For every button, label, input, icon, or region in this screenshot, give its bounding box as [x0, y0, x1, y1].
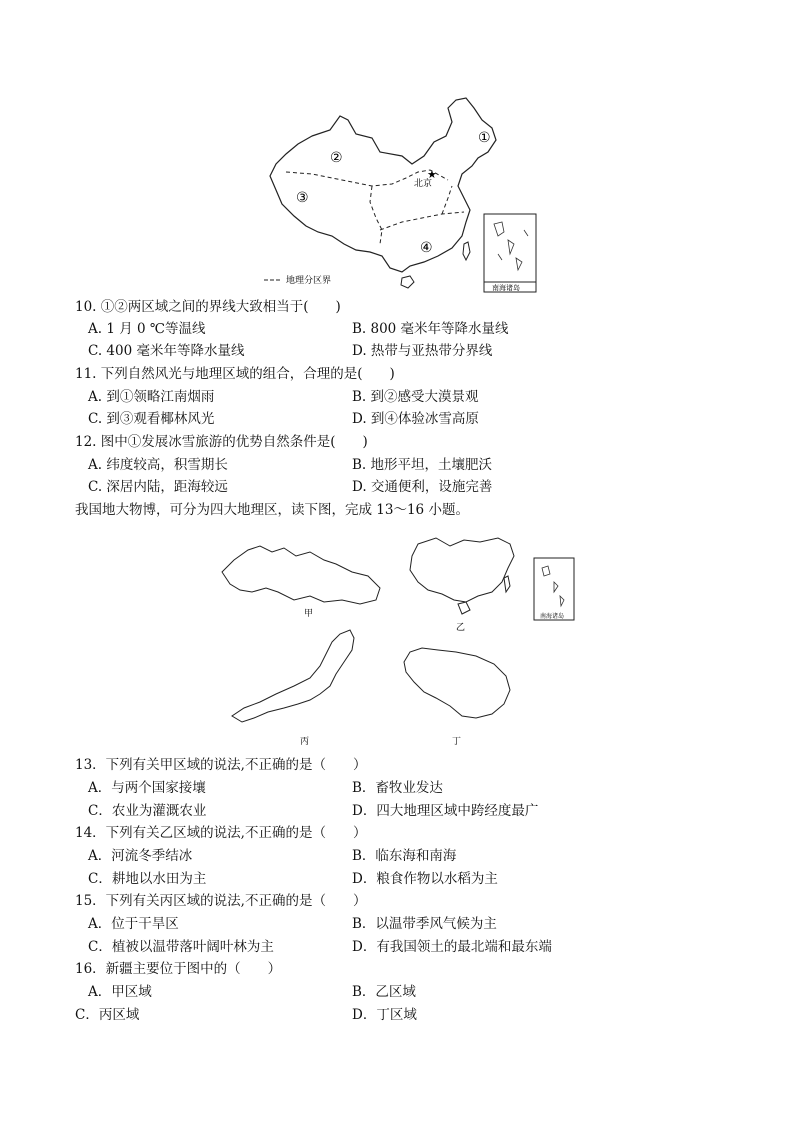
beijing-label: 北京 — [414, 179, 433, 189]
question-13-option-c: C．农业为灌溉农业 — [88, 803, 207, 819]
taiwan-island — [463, 242, 470, 260]
question-15-option-b: B．以温带季风气候为主 — [352, 916, 497, 932]
question-16-stem: 16．新疆主要位于图中的（ ） — [75, 961, 282, 977]
hainan-island — [458, 602, 470, 614]
question-15-option-c: C．植被以温带落叶阔叶林为主 — [88, 939, 274, 955]
inset-label: 南海诸岛 — [492, 284, 520, 292]
inset-islands — [494, 222, 528, 270]
question-12-stem: 12. 图中①发展冰雪旅游的优势自然条件是( ) — [75, 434, 368, 450]
question-15-option-a: A．位于干旱区 — [88, 916, 179, 932]
question-14-option-c: C．耕地以水田为主 — [88, 871, 207, 887]
question-10-stem: 10. ①②两区域之间的界线大致相当于( ) — [75, 299, 341, 315]
question-16-option-b: B．乙区域 — [352, 984, 416, 1000]
region-yi-outline — [410, 538, 514, 602]
question-16-option-d: D．丁区域 — [352, 1007, 417, 1023]
inset-label: 南海诸岛 — [540, 613, 565, 620]
label-jia: 甲 — [304, 609, 314, 619]
taiwan-island — [504, 576, 510, 592]
question-10-option-b: B. 800 毫米年等降水量线 — [352, 321, 509, 337]
question-10-option-d: D. 热带与亚热带分界线 — [352, 343, 493, 359]
label-bing: 丙 — [300, 737, 310, 747]
question-12-option-d: D. 交通便利，设施完善 — [352, 479, 493, 495]
region-label-3: ③ — [296, 190, 309, 206]
region-label-4: ④ — [420, 240, 433, 256]
question-13-stem: 13．下列有关甲区域的说法,不正确的是（ ） — [75, 757, 367, 773]
question-11-stem: 11. 下列自然风光与地理区域的组合，合理的是( ) — [75, 366, 395, 382]
question-11-option-c: C. 到③观看椰林风光 — [88, 411, 215, 427]
four-regions-map — [214, 530, 584, 755]
region-ding-outline — [404, 648, 510, 718]
region-boundary — [380, 212, 464, 230]
question-13-option-a: A．与两个国家接壤 — [88, 780, 206, 796]
legend-label: 地理分区界 — [286, 276, 332, 286]
question-12-option-c: C. 深居内陆，距海较远 — [88, 479, 228, 495]
region-boundary — [442, 186, 452, 214]
region-label-2: ② — [330, 150, 343, 166]
question-12-option-b: B. 地形平坦，土壤肥沃 — [352, 457, 493, 473]
region-boundary — [370, 186, 382, 244]
question-11-option-b: B. 到②感受大漠景观 — [352, 389, 479, 405]
question-15-option-d: D．有我国领土的最北端和最东端 — [352, 939, 552, 955]
question-16-option-a: A．甲区域 — [88, 984, 152, 1000]
inset-islands — [542, 566, 564, 606]
beijing-star-icon: ★ — [427, 168, 437, 181]
question-13-option-b: B．畜牧业发达 — [352, 780, 443, 796]
region-bing-outline — [232, 630, 354, 722]
question-11-option-d: D. 到④体验冰雪高原 — [352, 411, 479, 427]
question-10-option-a: A. 1 月 0 ℃等温线 — [88, 321, 206, 337]
question-16-option-c: C．丙区域 — [75, 1007, 140, 1023]
question-14-stem: 14．下列有关乙区域的说法,不正确的是（ ） — [75, 825, 367, 841]
label-ding: 丁 — [452, 737, 462, 747]
hainan-island — [401, 276, 414, 288]
section-intro: 我国地大物博，可分为四大地理区，读下图，完成 13～16 小题。 — [75, 502, 469, 518]
question-14-option-b: B．临东海和南海 — [352, 848, 457, 864]
label-yi: 乙 — [456, 623, 466, 633]
question-14-option-a: A．河流冬季结冰 — [88, 848, 193, 864]
question-15-stem: 15．下列有关丙区域的说法,不正确的是（ ） — [75, 893, 367, 909]
region-jia-outline — [222, 546, 380, 604]
china-regions-map — [252, 94, 552, 294]
question-14-option-d: D．粮食作物以水稻为主 — [352, 871, 498, 887]
question-13-option-d: D．四大地理区域中跨经度最广 — [352, 803, 539, 819]
question-10-option-c: C. 400 毫米年等降水量线 — [88, 343, 245, 359]
question-11-option-a: A. 到①领略江南烟雨 — [88, 389, 215, 405]
region-label-1: ① — [478, 130, 491, 146]
question-12-option-a: A. 纬度较高，积雪期长 — [88, 457, 228, 473]
